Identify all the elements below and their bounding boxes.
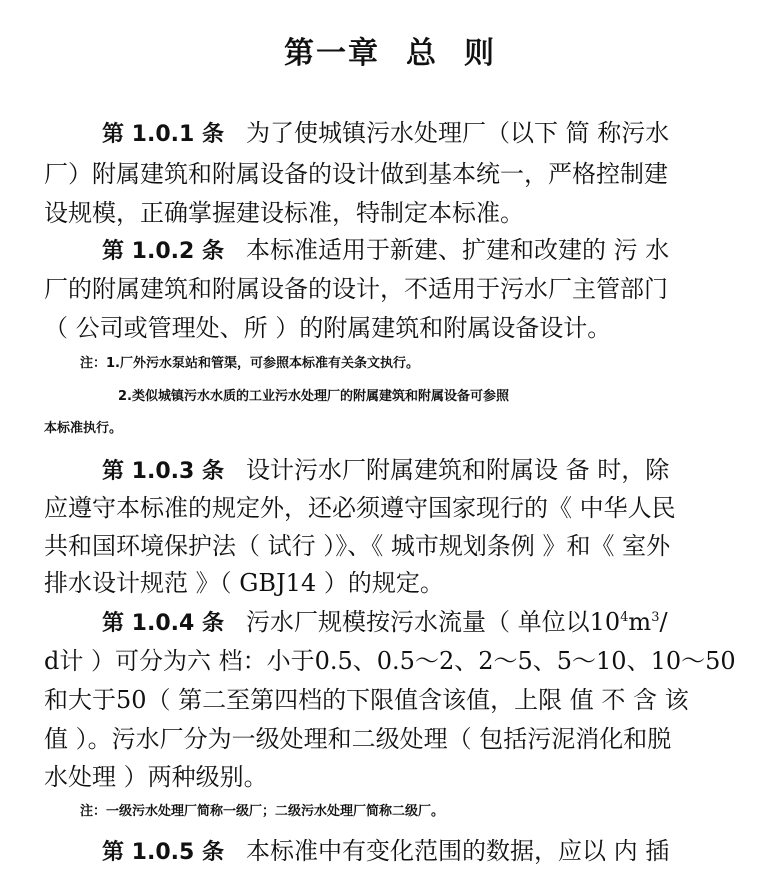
chapter-title-word-1: 总 (406, 36, 438, 71)
clause-1-0-1-line-2: 厂）附属建筑和附属设备的设计做到基本统一，严格控制建 (44, 160, 668, 188)
note-2: 注：一级污水处理厂简称一级厂；二级污水处理厂简称二级厂。 (80, 804, 445, 819)
note-1-line-3: 本标准执行。 (44, 421, 123, 436)
clause-text: 设计污水厂附属建筑和附属设 备 时，除 (245, 456, 670, 484)
clause-1-0-4-line-5: 水处理 ）两种级别。 (44, 763, 268, 791)
exponent-4: 4 (620, 610, 629, 625)
chapter-title-word-2: 则 (464, 36, 496, 71)
clause-1-0-2-line-2: 厂的附属建筑和附属设备的设计，不适用于污水厂主管部门 (44, 275, 668, 303)
clause-label: 第 1.0.4 条 (102, 611, 224, 636)
clause-1-0-3-line-2: 应遵守本标准的规定外，还必须遵守国家现行的《 中华人民 (44, 494, 676, 522)
chapter-title (0, 28, 780, 72)
unit-m: m (628, 608, 652, 636)
exponent-3: 3 (651, 610, 660, 625)
clause-label: 第 1.0.5 条 (102, 840, 224, 865)
clause-text: 为了使城镇污水处理厂（以下 简 称污水 (245, 119, 670, 147)
clause-text: 本标准适用于新建、扩建和改建的 污 水 (245, 236, 670, 264)
unit-slash: / (659, 608, 668, 636)
clause-text: 污水厂规模按污水流量（ 单位以10 (245, 608, 621, 636)
chapter-number: 第一章 (284, 36, 380, 71)
clause-1-0-2-line-1 (102, 235, 780, 267)
clause-1-0-5-line-1 (102, 836, 780, 868)
clause-1-0-4-line-1 (102, 607, 780, 639)
clause-1-0-4-line-3: 和大于50（ 第二至第四档的下限值含该值，上限 值 不 含 该 (44, 686, 689, 714)
clause-1-0-3-line-3: 共和国环境保护法（ 试行 ）》、《 城市规划条例 》和《 室外 (44, 532, 671, 560)
clause-text: 本标准中有变化范围的数据，应以 内 插 (245, 837, 670, 865)
clause-label: 第 1.0.3 条 (102, 459, 224, 484)
note-1-line-1: 注：1.厂外污水泵站和管渠，可参照本标准有关条文执行。 (80, 356, 419, 371)
clause-1-0-4-line-4: 值 ）。污水厂分为一级处理和二级处理（ 包括污泥消化和脱 (44, 725, 672, 753)
clause-1-0-1-line-3: 设规模，正确掌握建设标准，特制定本标准。 (44, 199, 524, 227)
clause-label: 第 1.0.1 条 (102, 122, 224, 147)
clause-1-0-3-line-4: 排水设计规范 》（ GBJ14 ）的规定。 (44, 569, 444, 597)
clause-label: 第 1.0.2 条 (102, 239, 224, 264)
clause-1-0-2-line-3: （ 公司或管理处、所 ）的附属建筑和附属设备设计。 (44, 314, 612, 342)
clause-1-0-1-line-1 (102, 118, 780, 150)
clause-1-0-3-line-1 (102, 455, 780, 487)
note-1-line-2: 2.类似城镇污水水质的工业污水处理厂的附属建筑和附属设备可参照 (118, 389, 509, 404)
clause-1-0-4-line-2: d计 ）可分为六 档：小于0.5、0.5～2、2～5、5～10、10～50 (44, 647, 736, 675)
